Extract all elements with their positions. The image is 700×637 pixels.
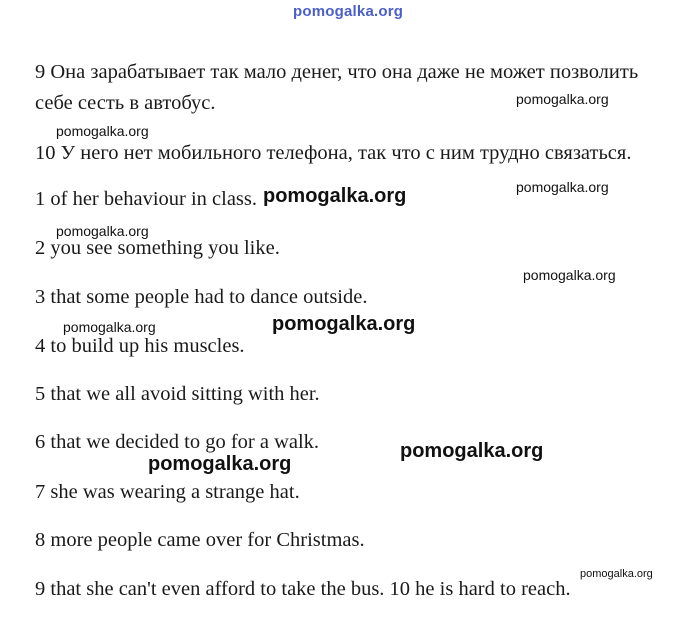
watermark: pomogalka.org <box>63 319 156 335</box>
text-line-russian-9a: 9 Она зарабатывает так мало денег, что она даже не может позволить <box>35 61 639 83</box>
watermark: pomogalka.org <box>580 568 653 580</box>
answer-line-4: 4 to build up his muscles. <box>35 335 245 357</box>
answer-line-7: 7 she was wearing a strange hat. <box>35 481 300 503</box>
watermark: pomogalka.org <box>272 313 416 335</box>
watermark: pomogalka.org <box>516 91 609 107</box>
answer-line-5: 5 that we all avoid sitting with her. <box>35 383 320 405</box>
answer-line-8: 8 more people came over for Christmas. <box>35 529 365 551</box>
answer-line-1: 1 of her behaviour in class. <box>35 188 258 210</box>
watermark: pomogalka.org <box>148 453 292 475</box>
answer-line-9-10: 9 that she can't even afford to take the bus. 10 he is hard to reach. <box>35 578 571 600</box>
answer-line-6: 6 that we decided to go for a walk. <box>35 431 320 453</box>
watermark: pomogalka.org <box>56 123 149 139</box>
header-watermark: pomogalka.org <box>293 3 404 20</box>
watermark: pomogalka.org <box>523 267 616 283</box>
watermark: pomogalka.org <box>263 185 407 207</box>
answer-line-3: 3 that some people had to dance outside. <box>35 286 368 308</box>
watermark: pomogalka.org <box>516 179 609 195</box>
text-line-russian-9b: себе сесть в автобус. <box>35 92 216 114</box>
text-line-russian-10: 10 У него нет мобильного телефона, так что с ним трудно связаться. <box>35 142 632 164</box>
watermark: pomogalka.org <box>400 440 544 462</box>
watermark: pomogalka.org <box>56 223 149 239</box>
answer-line-2: 2 you see something you like. <box>35 237 280 259</box>
